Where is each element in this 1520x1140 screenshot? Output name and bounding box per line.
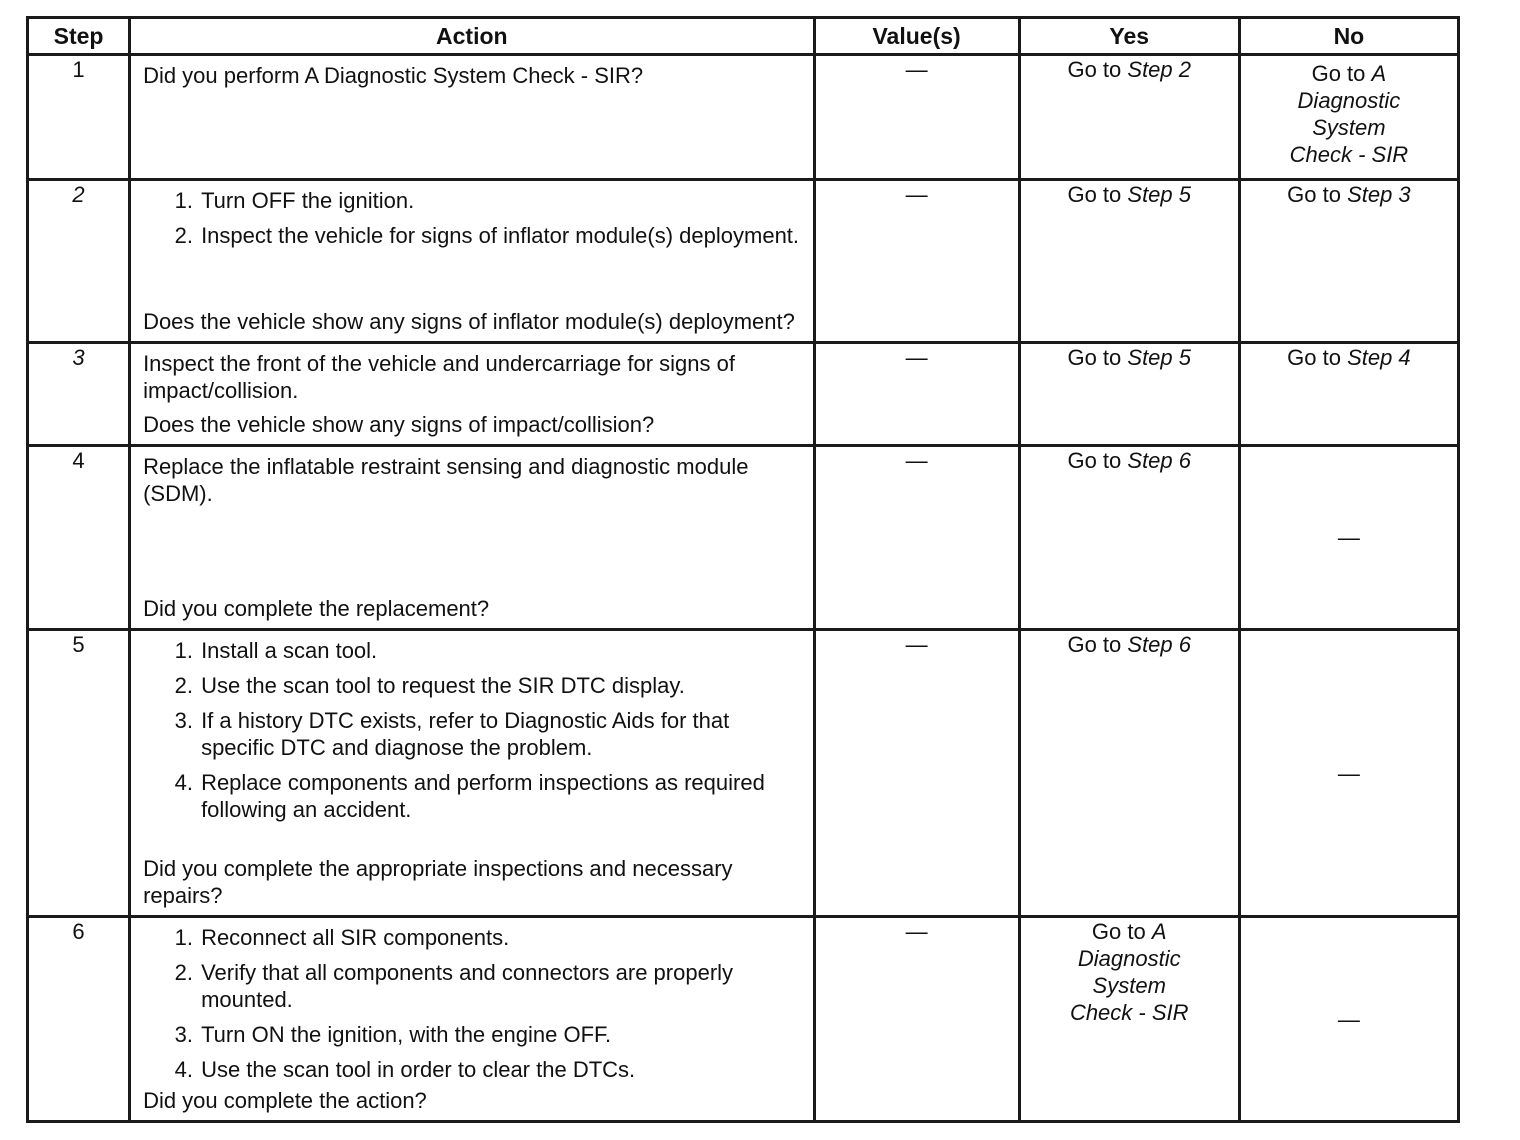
yes-goto-text: Go to	[1067, 182, 1128, 207]
action-steps-list	[143, 187, 800, 249]
yes-goto-text: Go to	[1067, 345, 1128, 370]
step-number: 4	[28, 446, 130, 630]
action-cell	[130, 446, 814, 630]
yes-step-link[interactable]: Step 2	[1127, 57, 1191, 82]
no-ref-line: A	[1371, 61, 1387, 86]
yes-step-link[interactable]: Step 6	[1127, 632, 1191, 657]
yes-goto-text: Go to	[1067, 57, 1128, 82]
action-question: Did you complete the replacement?	[143, 596, 490, 621]
no-ref-line: Diagnostic	[1297, 88, 1401, 113]
value-cell: —	[814, 343, 1019, 446]
list-item: 1. Turn OFF the ignition.	[199, 187, 800, 214]
yes-cell	[1019, 180, 1239, 343]
table-row	[28, 343, 1459, 446]
value-cell: —	[814, 55, 1019, 180]
header-values: Value(s)	[814, 18, 1019, 55]
yes-cell	[1019, 343, 1239, 446]
yes-goto-text: Go to	[1091, 919, 1152, 944]
yes-ref-line: A	[1151, 919, 1167, 944]
no-step-link[interactable]: Step 4	[1347, 345, 1411, 370]
action-cell	[130, 917, 814, 1122]
list-item: 2. Inspect the vehicle for signs of inflator module(s) deployment.	[199, 222, 800, 249]
yes-goto-text: Go to	[1067, 632, 1128, 657]
value-cell: —	[814, 630, 1019, 917]
no-cell	[1239, 180, 1458, 343]
no-ref-line: Check - SIR	[1289, 142, 1409, 167]
action-question: Does the vehicle show any signs of inflator module(s) deployment?	[143, 309, 795, 334]
yes-cell	[1019, 630, 1239, 917]
header-no: No	[1239, 18, 1458, 55]
list-item: 2. Verify that all components and connectors are properly mounted.	[199, 959, 800, 1013]
action-steps-list	[143, 924, 800, 1083]
table-row	[28, 630, 1459, 917]
list-item: 2. Use the scan tool to request the SIR DTC display.	[199, 672, 800, 699]
header-row	[28, 18, 1459, 55]
list-item: 1. Install a scan tool.	[199, 637, 800, 664]
action-intro: Inspect the front of the vehicle and undercarriage for signs of impact/collision.	[143, 351, 735, 403]
yes-cell	[1019, 917, 1239, 1122]
yes-cell	[1019, 55, 1239, 180]
action-cell	[130, 343, 814, 446]
action-intro: Replace the inflatable restraint sensing and diagnostic module (SDM).	[143, 454, 749, 506]
value-cell: —	[814, 446, 1019, 630]
step-number: 1	[28, 55, 130, 180]
step-number: 3	[28, 343, 130, 446]
yes-ref-line: Diagnostic	[1077, 946, 1181, 971]
no-cell: —	[1239, 630, 1458, 917]
diagnostic-table	[26, 16, 1460, 1123]
no-goto[interactable]	[1290, 60, 1409, 168]
no-goto-text: Go to	[1287, 345, 1348, 370]
value-cell: —	[814, 917, 1019, 1122]
yes-ref-line: Check - SIR	[1069, 1000, 1189, 1025]
header-step: Step	[28, 18, 130, 55]
no-goto-text: Go to	[1287, 182, 1348, 207]
yes-step-link[interactable]: Step 6	[1127, 448, 1191, 473]
no-cell: —	[1239, 446, 1458, 630]
action-question: Did you perform A Diagnostic System Check - SIR?	[143, 63, 644, 88]
table-row	[28, 180, 1459, 343]
yes-goto[interactable]	[1070, 918, 1189, 1026]
action-cell	[130, 180, 814, 343]
step-number: 2	[28, 180, 130, 343]
no-cell: —	[1239, 917, 1458, 1122]
list-item: 4. Replace components and perform inspections as required following an accident.	[199, 769, 800, 823]
yes-goto-text: Go to	[1067, 448, 1128, 473]
list-item: 3. Turn ON the ignition, with the engine OFF.	[199, 1021, 800, 1048]
list-item: 3. If a history DTC exists, refer to Diagnostic Aids for that specific DTC and diagnose the problem.	[199, 707, 800, 761]
value-cell: —	[814, 180, 1019, 343]
header-yes: Yes	[1019, 18, 1239, 55]
header-action: Action	[130, 18, 814, 55]
action-cell	[130, 55, 814, 180]
list-item: 1. Reconnect all SIR components.	[199, 924, 800, 951]
list-item: 4. Use the scan tool in order to clear the DTCs.	[199, 1056, 800, 1083]
no-ref-line: System	[1312, 115, 1386, 140]
table-row	[28, 917, 1459, 1122]
no-cell	[1239, 343, 1458, 446]
yes-ref-line: System	[1092, 973, 1166, 998]
table-row	[28, 55, 1459, 180]
table-row	[28, 446, 1459, 630]
action-question: Did you complete the appropriate inspections and necessary repairs?	[143, 856, 733, 908]
action-steps-list	[143, 637, 800, 823]
action-question: Does the vehicle show any signs of impact/collision?	[143, 412, 655, 437]
action-question: Did you complete the action?	[143, 1088, 427, 1113]
yes-step-link[interactable]: Step 5	[1127, 345, 1191, 370]
yes-cell	[1019, 446, 1239, 630]
no-goto-text: Go to	[1311, 61, 1372, 86]
step-number: 6	[28, 917, 130, 1122]
yes-step-link[interactable]: Step 5	[1127, 182, 1191, 207]
no-cell	[1239, 55, 1458, 180]
action-cell	[130, 630, 814, 917]
no-step-link[interactable]: Step 3	[1347, 182, 1411, 207]
step-number: 5	[28, 630, 130, 917]
